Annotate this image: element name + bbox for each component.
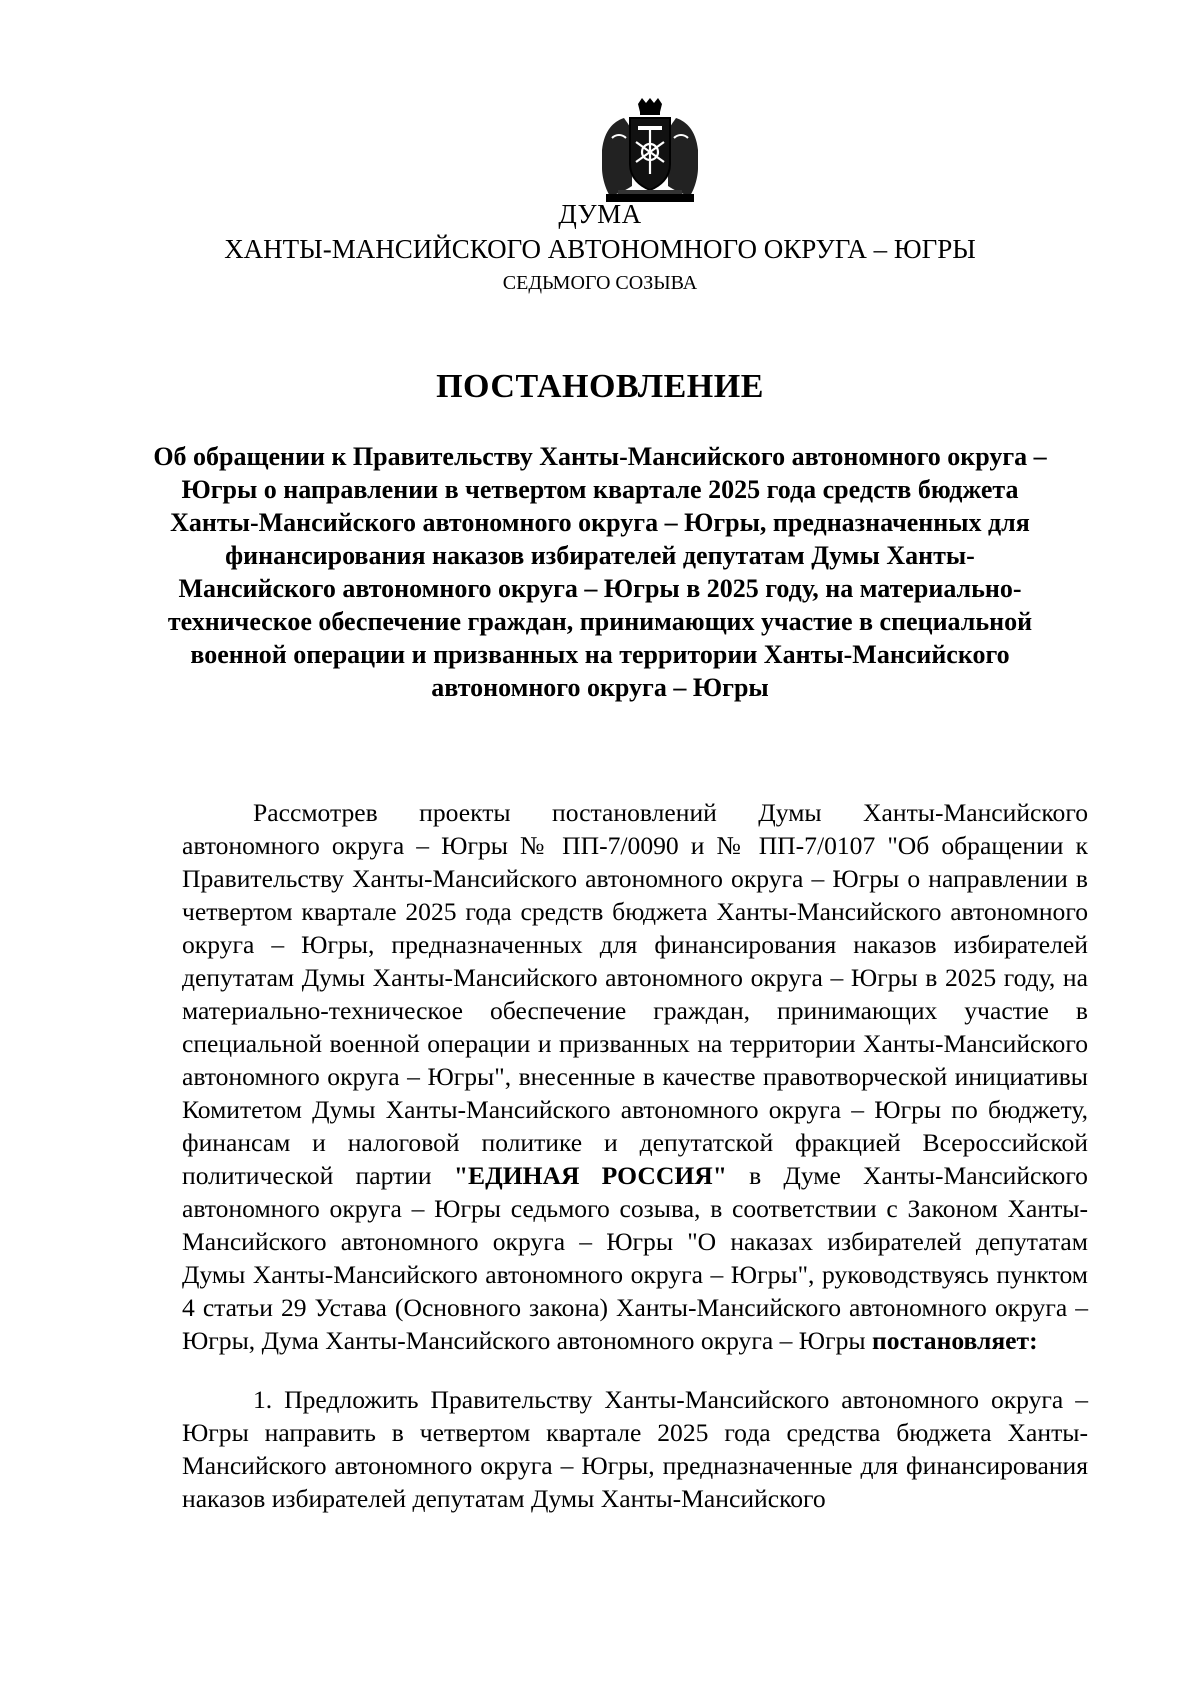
org-name: ДУМА [558,199,642,229]
org-header [0,198,1200,296]
resolves-word: постановляет: [871,1326,1038,1355]
org-region: ХАНТЫ-МАНСИЙСКОГО АВТОНОМНОГО ОКРУГА – ЮГРЫ [224,234,976,264]
coat-of-arms-icon [598,98,702,204]
item-number: 1. [253,1385,273,1414]
document-type-title: ПОСТАНОВЛЕНИЕ [436,368,764,405]
preamble-paragraph [182,796,1088,1357]
document-body [182,796,1088,1515]
item-text: Предложить Правительству Ханты-Мансийского автономного округа – Югры направить в четвертом квартале 2025 года средства бюджета Ханты-Мансийского автономного округа – Югры, предназначенные для финансирования наказов избирателей депутатам Думы Ханты-Мансийского [182,1385,1088,1513]
document-subject: Об обращении к Правительству Ханты-Мансийского автономного округа – Югры о направлении в четвертом квартале 2025 года средств бюджета Ханты-Мансийского автономного округа – Югры, предназначенных для финансирования наказов избирателей депутатам Думы Ханты-Мансийского автономного округа – Югры в 2025 году, на материально-техническое обеспечение граждан, принимающих участие в специальной военной операции и призванных на территории Ханты-Мансийского автономного округа – Югры [153,442,1047,702]
preamble-text-part-2: в Думе Ханты-Мансийского автономного округа – Югры седьмого созыва, в соответствии с Законом Ханты-Мансийского автономного округа – Югры "О наказах избирателей депутатам Думы Ханты-Мансийского автономного округа – Югры", руководствуясь пунктом 4 статьи 29 Устава (Основного закона) Ханты-Мансийского автономного округа – Югры, Дума Ханты-Мансийского автономного округа – Югры [182,1161,1088,1355]
org-convocation: СЕДЬМОГО СОЗЫВА [502,272,698,294]
party-name: "ЕДИНАЯ РОССИЯ" [453,1161,727,1190]
preamble-text-part-1: Рассмотрев проекты постановлений Думы Ханты-Мансийского автономного округа – Югры № ПП-7/0090 и № ПП-7/0107 "Об обращении к Правительству Ханты-Мансийского автономного округа – Югры о направлении в четвертом квартале 2025 года средств бюджета Ханты-Мансийского автономного округа – Югры, предназначенных для финансирования наказов избирателей депутатам Думы Ханты-Мансийского автономного округа – Югры в 2025 году, на материально-техническое обеспечение граждан, принимающих участие в специальной военной операции и призванных на территории Ханты-Мансийского автономного округа – Югры", внесенные в качестве правотворческой инициативы Комитетом Думы Ханты-Мансийского автономного округа – Югры по бюджету, финансам и налоговой политике и депутатской фракцией Всероссийской политической партии [182,798,1088,1190]
list-item [182,1383,1088,1515]
